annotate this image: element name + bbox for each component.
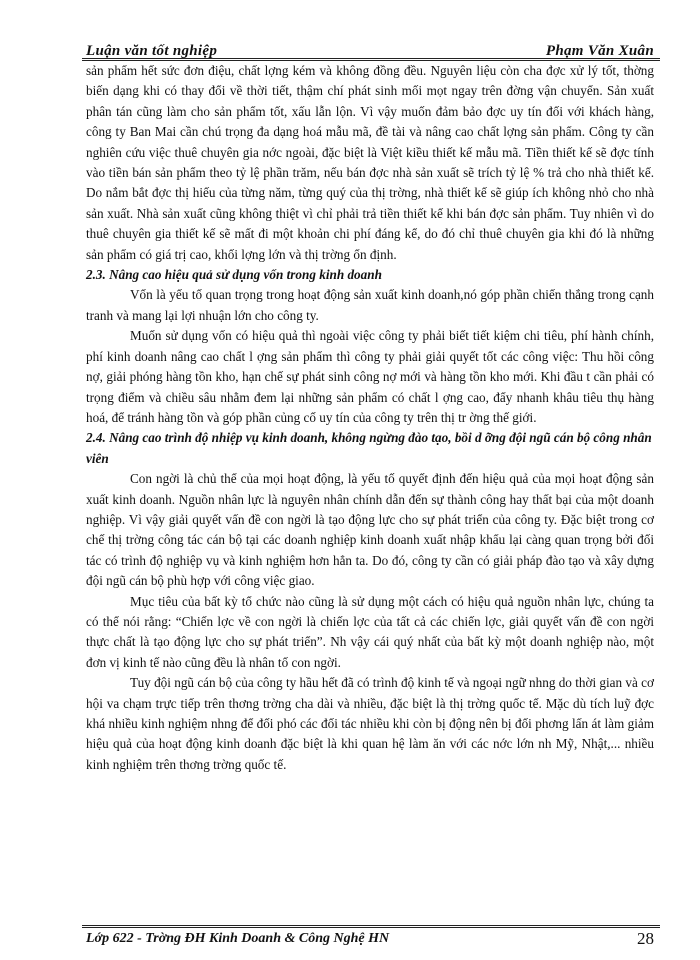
footer-class-school: Lớp 622 - Trờng ĐH Kinh Doanh & Công Nghệ HN [86,931,390,946]
page-footer [82,929,660,953]
paragraph-human-factor: Con ngời là chủ thể của mọi hoạt động, là yếu tố quyết định đến hiệu quả của mọi hoạt động sản xuất kinh doanh. Nguồn nhân lực là nguyên nhân chính dẫn đến sự thành công hay thất bại của một doanh nghiệp. Vì vậy giải quyết vấn đề con ngời là tạo động lực cho sự phát triển của công ty. Đặc biệt trong cơ chế thị trờng công tác cán bộ tại các doanh nghiệp kinh doanh xuất nhập khẩu lại càng quan trọng bởi đối tác có trình độ nghiệp vụ và kinh nghiệm hơn hẳn ta. Do đó, công ty cần có giải pháp đào tạo và xây dựng đội ngũ cán bộ phù hợp với công việc giao. [86,471,654,589]
paragraph-capital-role: Vốn là yếu tố quan trọng trong hoạt động sản xuất kinh doanh,nó góp phần chiến thắng trong cạnh tranh và mang lại lợi nhuận lớn cho công ty. [86,287,654,323]
paragraph-design-outsourcing: sản phẩm hết sức đơn điệu, chất lợng kém và không đồng đều. Nguyên liệu còn cha đợc xử lý tốt, thờng biến dạng khi có thay đổi về thời tiết, thậm chí phát sinh mối mọt ngay trên đờng vận chuyển. Sản xuất phân tán cũng làm cho sản phẩm tốt, xấu lẫn lộn. Vì vậy muốn đảm bảo đợc uy tín đối với khách hàng, công ty Ban Mai cần chú trọng đa dạng hoá mẫu mã, đề tài và nâng cao chất lợng sản phẩm. Công ty cần nghiên cứu việc thuê chuyên gia nớc ngoài, đặc biệt là Việt kiều thiết kế mẫu mã. Tiền thiết kế sẽ đợc tính vào tiền bán sản phẩm theo tỷ lệ phần trăm, nếu bán đợc nhà sản xuất sẽ trích tỷ lệ % trả cho nhà thiết kế. Do nắm bắt đợc thị hiếu của từng năm, từng quý của thị trờng, nhà thiết kế sẽ giúp ích không nhỏ cho nhà sản xuất. Nhà sản xuất cũng không thiệt vì chỉ phải trả tiền thiết kế khi bán đợc sản phẩm. Tuy nhiên vì do thuê chuyên gia thiết kế sẽ mất đi một khoản chi phí đáng kể, do đó chỉ thuê chuyên gia khi đó là những sản phẩm có giá trị cao, khối lợng lớn và thị trờng ổn định. [86,63,654,262]
section-heading-2-4: 2.4. Nâng cao trình độ nhiệp vụ kinh doanh, không ngừng đào tạo, bồi d ỡng đội ngũ cán bộ công nhân viên [86,430,652,466]
paragraph-hr-strategy: Mục tiêu của bất kỳ tổ chức nào cũng là sử dụng một cách có hiệu quả nguồn nhân lực, chúng ta có thể nói rằng: “Chiến lợc về con ngời là chiến lợc của tất cả các chiến lợc, giải quyết vấn đề con ngời thực chất là tạo động lực cho sự phát triển”. Nh vậy cái quý nhất của bất kỳ một doanh nghiệp nào, một đơn vị kinh tế nào cũng đều là nhân tố con ngời. [86,593,654,670]
paragraph-capital-efficiency: Muốn sử dụng vốn có hiệu quả thì ngoài việc công ty phải biết tiết kiệm chi tiêu, phí hành chính, phí kinh doanh nâng cao chất l ợng sản phẩm thì công ty phải giải quyết tốt các công việc: Thu hồi công nợ, giải phóng hàng tồn kho, hạn chế sự phát sinh công nợ mới và hàng tồn kho mới. Khi đầu t cần phải có trọng điểm và chiều sâu nhằm đem lại những sản phẩm có chất l ợng cao, đẩy nhanh khâu tiêu thụ hàng hoá, để tránh hàng tồn và góp phần củng cố uy tín của công ty trên thị tr ờng thế giới. [86,328,654,425]
header-author-name: Phạm Văn Xuân [545,43,654,59]
footer-divider [82,925,660,928]
header-thesis-label: Luận văn tốt nghiệp [86,43,218,59]
paragraph-staff-experience: Tuy đội ngũ cán bộ của công ty hầu hết đã có trình độ kinh tế và ngoại ngữ nhng do thời gian và cơ hội va chạm trực tiếp trên thơng trờng cha dài và nhiều, đặc biệt là thị trờng quốc tế. Mặc dù tích luỹ đợc khá nhiều kinh nghiệm nhng để đối phó các đối tác nhiều khi còn bị động nên bị đối phơng lấn át làm giảm hiệu quả của hoạt động kinh doanh đặc biệt là khi quan hệ làm ăn với các nớc lớn nh Mỹ, Nhật,... nhiều kinh nghiệm trên thơng trờng quốc tế. [86,675,654,772]
page-body [86,61,654,775]
page-number: 28 [637,929,654,948]
section-heading-2-3: 2.3. Nâng cao hiệu quả sử dụng vốn trong kinh doanh [86,267,382,283]
